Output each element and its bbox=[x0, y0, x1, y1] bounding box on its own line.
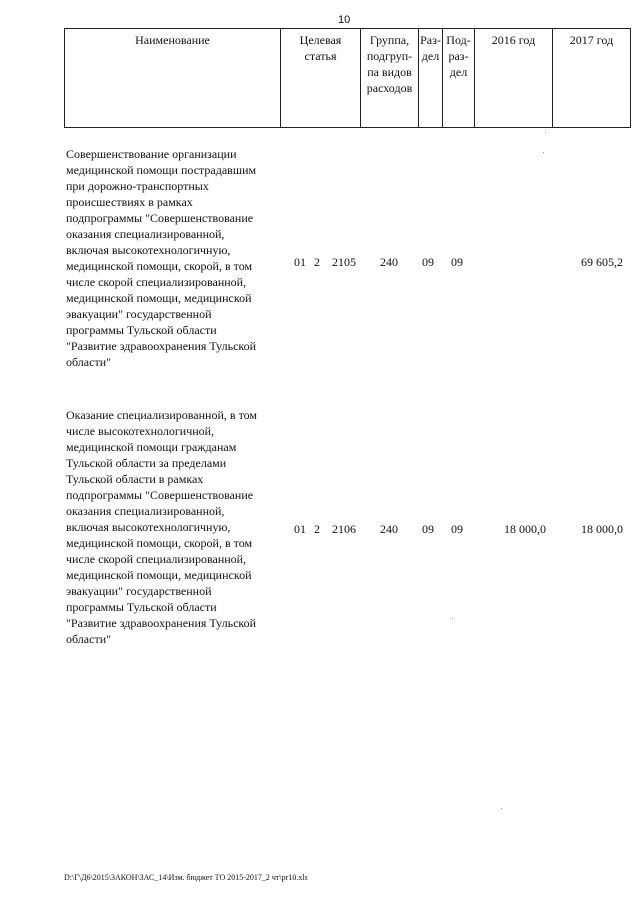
row-expense-group: 240 bbox=[380, 522, 398, 536]
header-expense-group-label: Группа, подгруп- па видов расходов bbox=[366, 33, 413, 95]
header-target-article bbox=[281, 29, 361, 128]
header-year-2016 bbox=[475, 29, 553, 128]
row-code-item: 2105 bbox=[332, 255, 356, 269]
footer-file-path: D:\Г\Д6\2015\ЗАКОН\ЗАС_14\Изм. бюджет ТО 2015-2017_2 чт\pr10.xls bbox=[64, 873, 308, 882]
header-name bbox=[65, 29, 281, 128]
row-code-program: 01 bbox=[294, 522, 306, 536]
header-year-2017 bbox=[553, 29, 631, 128]
row-section: 09 bbox=[422, 522, 434, 536]
header-year-2017-label: 2017 год bbox=[569, 33, 614, 47]
row-code-item: 2106 bbox=[332, 522, 356, 536]
row-expense-group: 240 bbox=[380, 255, 398, 269]
header-section bbox=[419, 29, 443, 128]
row-code-program: 01 bbox=[294, 255, 306, 269]
scan-speck bbox=[501, 808, 502, 809]
row-name: Оказание специализированной, в том числе высокотехнологичной, медицинской помощи гражданам Тульской области за пределами Тульской области в рамках подпрограммы "Совершенствование оказания специализированной, включая высокотехнологичную, медицинской помощи, скорой, в том числе скорой специализированной, медицинской помощи, медицинской эвакуации" государственной программы Тульской области "Развитие здравоохранения Тульской области" bbox=[66, 408, 258, 646]
row-code-subprogram: 2 bbox=[314, 255, 320, 269]
table-row bbox=[0, 407, 640, 657]
row-section: 09 bbox=[422, 255, 434, 269]
row-amount-2017: 69 605,2 bbox=[581, 255, 623, 269]
page-number: 10 bbox=[338, 14, 351, 26]
header-target-article-label: Целевая статья bbox=[299, 33, 342, 63]
header-expense-group bbox=[361, 29, 419, 128]
row-amount-2016: 18 000,0 bbox=[504, 522, 546, 536]
row-subsection: 09 bbox=[451, 255, 463, 269]
table-row bbox=[0, 146, 640, 376]
budget-table-header bbox=[64, 28, 631, 128]
header-section-label: Раз- дел bbox=[420, 33, 441, 63]
header-subsection bbox=[443, 29, 475, 128]
row-subsection: 09 bbox=[451, 522, 463, 536]
header-year-2016-label: 2016 год bbox=[491, 33, 536, 47]
scan-speck bbox=[452, 618, 453, 619]
scan-speck bbox=[543, 152, 544, 153]
row-amount-2017: 18 000,0 bbox=[581, 522, 623, 536]
scan-speck bbox=[545, 132, 546, 133]
header-name-label: Наименование bbox=[135, 33, 210, 47]
row-name: Совершенствование организации медицинской помощи пострадавшим при дорожно-транспортных происшествиях в рамках подпрограммы "Совершенствование оказания специализированной, включая высокотехнологичную, медицинской помощи, скорой, в том числе скорой специализированной, медицинской помощи, медицинской эвакуации" государственной программы Тульской области "Развитие здравоохранения Тульской области" bbox=[66, 147, 257, 369]
row-code-subprogram: 2 bbox=[314, 522, 320, 536]
header-subsection-label: Под- раз- дел bbox=[446, 33, 471, 79]
